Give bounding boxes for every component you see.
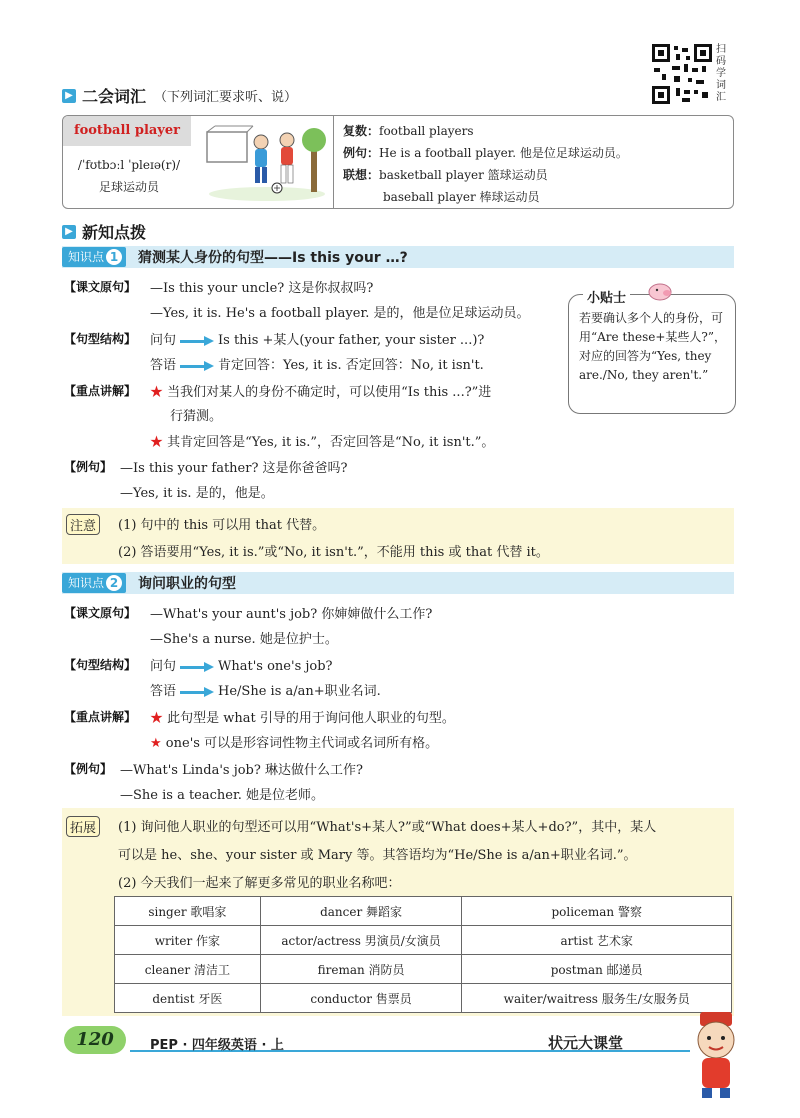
kp2-exp-1 bbox=[150, 707, 455, 726]
book-title: PEP · 四年级英语 · 上 bbox=[150, 1038, 284, 1053]
kp2-exp-1-text: 此句型是 what 引导的用于询问他人职业的句型。 bbox=[167, 711, 455, 726]
table-cell: waiter/waitress 服务生/女服务员 bbox=[462, 984, 732, 1013]
kp2-orig-1: —What's your aunt's job? 你婶婶做什么工作? bbox=[150, 607, 433, 622]
table-cell: artist 艺术家 bbox=[462, 926, 732, 955]
kp1-ex-1: —Is this your father? 这是你爸爸吗? bbox=[120, 461, 348, 476]
vocab-card bbox=[62, 115, 734, 209]
kp1-q-label: 问句 bbox=[150, 333, 177, 348]
kp1-question-row bbox=[150, 329, 484, 348]
vocab-divider bbox=[333, 116, 334, 208]
kp2-ext-1a: (1) 询问他人职业的句型还可以用“What's+某人?”或“What does+某人+do?”，其中，某人 bbox=[118, 820, 657, 835]
kp2-ex-2: —She is a teacher. 她是位老师。 bbox=[120, 788, 325, 803]
play-icon: ▶ bbox=[62, 89, 76, 103]
section-new-points-header bbox=[62, 220, 146, 243]
table-cell: dentist 牙医 bbox=[115, 984, 261, 1013]
qr-code-image bbox=[652, 44, 712, 104]
vocab-plural-label: 复数： bbox=[343, 124, 380, 138]
kp1-exp-label: 【重点讲解】 bbox=[64, 384, 137, 398]
kp2-answer-row bbox=[150, 680, 381, 699]
kp1-struct-label: 【句型结构】 bbox=[64, 332, 137, 346]
kp2-exp-2 bbox=[150, 732, 438, 751]
kp1-a-label: 答语 bbox=[150, 358, 177, 373]
kp1-note-tag: 注意 bbox=[66, 514, 100, 535]
table-cell: policeman 警察 bbox=[462, 897, 732, 926]
table-row bbox=[115, 926, 732, 955]
kp2-ex-label: 【例句】 bbox=[64, 762, 113, 776]
kp2-number: 2 bbox=[106, 575, 122, 591]
mascot-icon bbox=[686, 1010, 746, 1100]
section-vocab-header bbox=[62, 84, 297, 107]
arrow-icon bbox=[180, 687, 214, 697]
vocab-assoc-label: 联想： bbox=[343, 168, 380, 182]
kp2-title: 询问职业的句型 bbox=[138, 576, 237, 592]
kp2-orig-2: —She's a nurse. 她是位护士。 bbox=[150, 632, 338, 647]
qr-code[interactable] bbox=[652, 44, 712, 104]
vocab-plural-value: football players bbox=[379, 124, 474, 138]
table-cell: fireman 消防员 bbox=[260, 955, 462, 984]
vocab-word: football player bbox=[63, 116, 191, 146]
kp2-q-label: 问句 bbox=[150, 659, 177, 674]
arrow-icon bbox=[180, 361, 214, 371]
star-icon: ★ bbox=[150, 385, 164, 400]
kp1-note-2: (2) 答语要用“Yes, it is.”或“No, it isn't.”，不能用 this 或 that 代替 it。 bbox=[118, 545, 549, 560]
kp1-a-value: 肯定回答：Yes, it is. 否定回答：No, it isn't. bbox=[218, 358, 484, 373]
vocab-plural bbox=[343, 122, 474, 139]
qr-side-text: 扫码学词汇 bbox=[716, 44, 726, 103]
vocab-meaning: 足球运动员 bbox=[98, 180, 159, 194]
arrow-icon bbox=[180, 336, 214, 346]
star-icon: ★ bbox=[150, 711, 164, 726]
kp1-note-1: (1) 句中的 this 可以用 that 代替。 bbox=[118, 518, 326, 533]
kp2-struct-label: 【句型结构】 bbox=[64, 658, 137, 672]
kp1-exp-1b: 行猜测。 bbox=[170, 409, 223, 424]
table-row bbox=[115, 955, 732, 984]
kp1-orig-2: —Yes, it is. He's a football player. 是的，他是位足球运动员。 bbox=[150, 306, 530, 321]
brand-name: 状元大课堂 bbox=[548, 1034, 624, 1052]
tip-box bbox=[568, 291, 736, 414]
kp1-exp-1 bbox=[150, 381, 491, 400]
vocab-example-value: He is a football player. 他是位足球运动员。 bbox=[379, 146, 628, 160]
table-cell: conductor 售票员 bbox=[260, 984, 462, 1013]
vocab-assoc bbox=[343, 166, 548, 183]
tip-title: 小贴士 bbox=[583, 287, 630, 306]
page-number: 120 bbox=[64, 1026, 126, 1054]
kp1-bar bbox=[62, 246, 734, 268]
kp1-tag-label: 知识点 bbox=[68, 250, 105, 264]
kp2-question-row bbox=[150, 655, 333, 674]
vocab-example bbox=[343, 144, 628, 161]
table-row bbox=[115, 984, 732, 1013]
table-cell: actor/actress 男演员/女演员 bbox=[260, 926, 462, 955]
jobs-table bbox=[114, 896, 732, 1013]
kp2-orig-label: 【课文原句】 bbox=[64, 606, 137, 620]
star-icon: ★ bbox=[150, 736, 162, 751]
kp2-exp-label: 【重点讲解】 bbox=[64, 710, 137, 724]
football-players-illustration bbox=[203, 122, 331, 202]
table-cell: postman 邮递员 bbox=[462, 955, 732, 984]
kp2-ext-tag: 拓展 bbox=[66, 816, 100, 837]
kp1-exp-1a: 当我们对某人的身份不确定时，可以使用“Is this ...?”进 bbox=[167, 385, 492, 400]
kp2-exp-2-text: one's 可以是形容词性物主代词或名词所有格。 bbox=[165, 736, 439, 751]
kp1-tag bbox=[62, 247, 126, 267]
kp1-orig-1: —Is this your uncle? 这是你叔叔吗? bbox=[150, 281, 374, 296]
kp2-a-label: 答语 bbox=[150, 684, 177, 699]
kp1-answer-row bbox=[150, 354, 484, 373]
kp1-ex-2: —Yes, it is. 是的，他是。 bbox=[120, 486, 274, 501]
kp1-exp-2 bbox=[150, 431, 494, 450]
section-vocab-subtitle: （下列词汇要求听、说） bbox=[154, 90, 298, 105]
kp1-exp-2-text: 其肯定回答是“Yes, it is.”，否定回答是“No, it isn't.”。 bbox=[167, 435, 495, 450]
kp2-a-value: He/She is a/an+职业名词. bbox=[218, 684, 381, 699]
vocab-assoc-2: baseball player 棒球运动员 bbox=[383, 190, 540, 204]
kp2-tag-label: 知识点 bbox=[68, 576, 105, 590]
kp2-bar bbox=[62, 572, 734, 594]
kp1-q-value: Is this +某人(your father, your sister ...)? bbox=[218, 333, 485, 348]
kp2-tag bbox=[62, 573, 126, 593]
kp1-ex-label: 【例句】 bbox=[64, 460, 113, 474]
table-cell: cleaner 清洁工 bbox=[115, 955, 261, 984]
table-row bbox=[115, 897, 732, 926]
kp2-q-value: What's one's job? bbox=[218, 659, 333, 674]
vocab-assoc-1: basketball player 篮球运动员 bbox=[379, 168, 548, 182]
table-cell: writer 作家 bbox=[115, 926, 261, 955]
kp2-ext-2: (2) 今天我们一起来了解更多常见的职业名称吧： bbox=[118, 876, 401, 891]
tip-text: 若要确认多个人的身份，可用“Are these+某些人?”，对应的回答为“Yes, they are./No, they aren't.” bbox=[579, 311, 726, 382]
kp1-orig-label: 【课文原句】 bbox=[64, 280, 137, 294]
star-icon: ★ bbox=[150, 435, 164, 450]
vocab-example-label: 例句： bbox=[343, 146, 380, 160]
kp2-ext-1b: 可以是 he、she、your sister 或 Mary 等。其答语均为“He/She is a/an+职业名词.”。 bbox=[118, 848, 637, 863]
table-cell: dancer 舞蹈家 bbox=[260, 897, 462, 926]
kp2-ex-1: —What's Linda's job? 琳达做什么工作? bbox=[120, 763, 363, 778]
section-new-points-title: 新知点拨 bbox=[82, 223, 147, 242]
pig-icon bbox=[647, 281, 673, 301]
vocab-phonetic: /ˈfʊtbɔːl ˈpleɪə(r)/ bbox=[77, 158, 181, 172]
arrow-icon bbox=[180, 662, 214, 672]
section-vocab-title: 二会词汇 bbox=[82, 87, 147, 106]
kp1-title: 猜测某人身份的句型——Is this your …? bbox=[138, 250, 408, 266]
table-cell: singer 歌唱家 bbox=[115, 897, 261, 926]
play-icon: ▶ bbox=[62, 225, 76, 239]
kp1-number: 1 bbox=[106, 249, 122, 265]
